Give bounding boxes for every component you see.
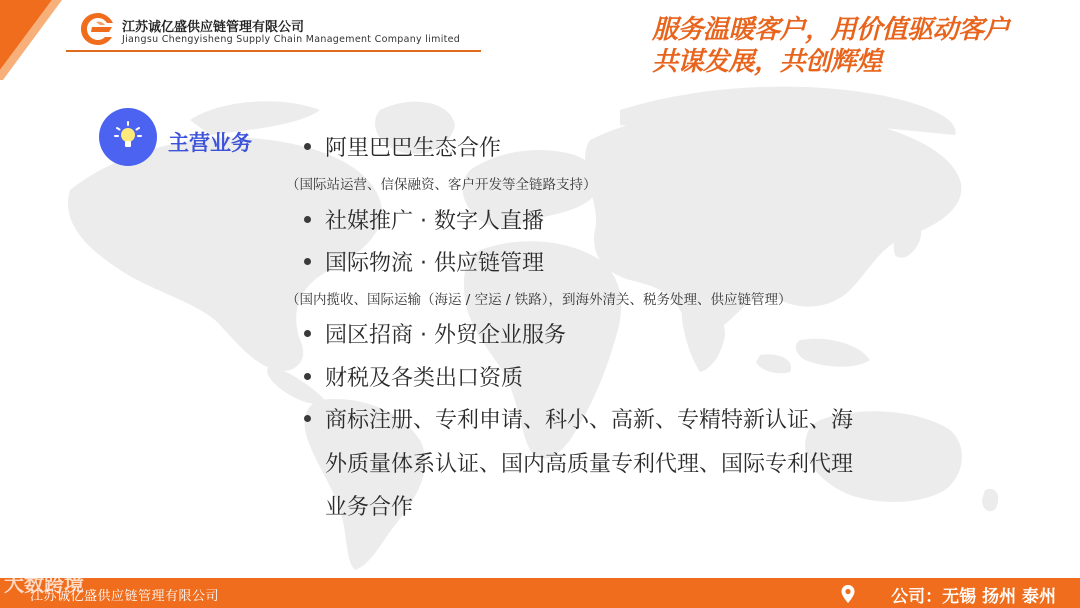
header-divider xyxy=(66,50,481,52)
footer-bar xyxy=(0,578,1080,608)
slogan-line-2: 共谋发展，共创辉煌 xyxy=(652,47,882,77)
list-item-note: （国际站运营、信保融资、客户开发等全链路支持） xyxy=(286,177,597,193)
slogan-line-1: 服务温暖客户，用价值驱动客户 xyxy=(652,15,1010,45)
list-item-text: 社媒推广 · 数字人直播 xyxy=(325,209,544,234)
lightbulb-icon xyxy=(99,108,157,166)
bullet-dot xyxy=(304,258,311,265)
list-item-text: 阿里巴巴生态合作 xyxy=(325,136,502,161)
list-item-text: 外质量体系认证、国内高质量专利代理、国际专利代理 xyxy=(325,452,854,477)
watermark-text: 大数跨境 xyxy=(4,572,84,596)
logo-mark-icon xyxy=(78,10,118,48)
footer-locations: 公司：无锡 扬州 泰州 xyxy=(891,587,1056,607)
corner-accent xyxy=(0,0,80,80)
list-item xyxy=(325,318,566,349)
location-pin-icon xyxy=(840,584,856,604)
section-icon-badge xyxy=(99,108,157,166)
list-item-continued xyxy=(325,447,853,478)
bullet-dot xyxy=(304,415,311,422)
bullet-dot xyxy=(304,216,311,223)
list-item xyxy=(325,403,853,434)
list-item xyxy=(325,246,544,277)
footer-company: 江苏诚亿盛供应链管理有限公司 xyxy=(30,589,220,604)
list-item-text: 国际物流 · 供应链管理 xyxy=(325,251,544,276)
list-item-note: （国内揽收、国际运输（海运 / 空运 / 铁路），到海外清关、税务处理、供应链管理） xyxy=(286,292,792,308)
list-item-text: 园区招商 · 外贸企业服务 xyxy=(325,323,566,348)
list-item-text: 业务合作 xyxy=(325,495,414,520)
list-item-text: 商标注册、专利申请、科小、高新、专精特新认证、海 xyxy=(325,408,854,433)
bullet-dot xyxy=(304,330,311,337)
list-item-text: 财税及各类出口资质 xyxy=(325,366,524,391)
company-name-cn: 江苏诚亿盛供应链管理有限公司 xyxy=(122,20,305,35)
company-name-en: Jiangsu Chengyisheng Supply Chain Management Company limited xyxy=(122,34,461,45)
slogan xyxy=(652,14,1009,78)
list-item xyxy=(325,131,501,162)
list-item xyxy=(325,204,544,235)
section-title: 主营业务 xyxy=(168,131,252,155)
list-item xyxy=(325,361,523,392)
bullet-dot xyxy=(304,143,311,150)
bullet-dot xyxy=(304,373,311,380)
list-item-continued xyxy=(325,490,413,521)
